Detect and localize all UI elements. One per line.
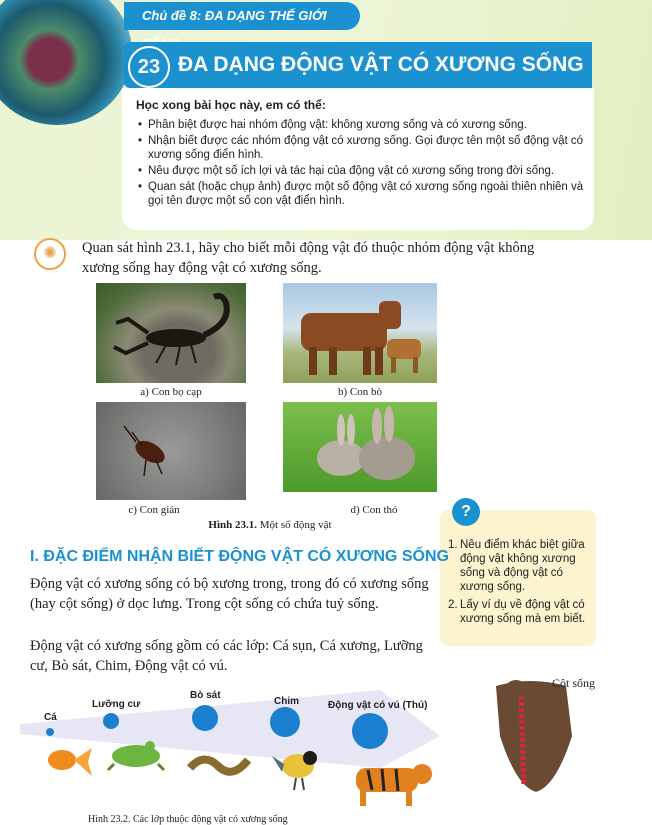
- spine-label: Cột sống: [552, 676, 596, 690]
- question-item: [448, 598, 592, 626]
- question-item: [448, 538, 592, 594]
- objectives-heading: Học xong bài học này, em có thể:: [136, 98, 326, 112]
- warmup-question: Quan sát hình 23.1, hãy cho biết mỗi động vật đó thuộc nhóm động vật không xương sống hay động vật có xương sống.: [82, 240, 535, 276]
- class-label-reptile: Bò sát: [190, 690, 221, 701]
- figure1-title: [150, 519, 390, 531]
- objectives-list: [138, 118, 588, 210]
- lightbulb-icon: ✺: [34, 238, 66, 270]
- lesson-number: 23: [128, 46, 170, 88]
- bird-picture: [268, 744, 328, 794]
- caption-cockroach: c) Con gián: [128, 504, 180, 516]
- class-label-amphibian: Lưỡng cư: [92, 699, 141, 710]
- question-list: [448, 538, 592, 630]
- objectives-box: [122, 88, 594, 230]
- class-label-mammal: Động vật có vú (Thú): [328, 700, 428, 711]
- topic-banner: [124, 2, 360, 30]
- caption-cow: b) Con bò: [338, 386, 382, 398]
- tiger-picture: [348, 756, 434, 808]
- question-number: 2.: [448, 599, 458, 611]
- cow-photo: [283, 283, 437, 383]
- class-dot-fish: [46, 728, 54, 736]
- figure1-title-rest: Một số động vật: [257, 519, 332, 531]
- caption-rabbit: d) Con thỏ: [350, 504, 398, 516]
- question-number: 1.: [448, 539, 458, 551]
- lesson-title: ĐA DẠNG ĐỘNG VẬT CÓ XƯƠNG SỐNG: [178, 53, 584, 76]
- question-text: Lấy ví dụ về động vật có xương sống mà em biết.: [460, 599, 586, 625]
- cockroach-photo: [96, 402, 246, 500]
- goldfish-picture: [44, 742, 94, 780]
- section-paragraph-2: Động vật có xương sống gồm có các lớp: Cá sụn, Cá xương, Lưỡng cư, Bò sát, Chim, Động vật có vú.: [30, 638, 423, 674]
- figure1-title-bold: Hình 23.1.: [208, 519, 258, 531]
- question-panel: [440, 510, 596, 646]
- class-dot-amphibian: [103, 713, 119, 729]
- question-mark-icon: ?: [452, 498, 480, 526]
- topic-text: Chủ đề 8: ĐA DẠNG THẾ GIỚI: [142, 8, 327, 23]
- class-dot-reptile: [192, 705, 218, 731]
- section-heading: I. ĐẶC ĐIỂM NHẬN BIẾT ĐỘNG VẬT CÓ XƯƠNG SỐNG: [30, 548, 449, 565]
- snake-picture: [186, 744, 256, 778]
- caption-scorpion: a) Con bọ cạp: [140, 386, 202, 398]
- scorpion-photo: [96, 283, 246, 383]
- spine-picture: [476, 676, 586, 796]
- objective-item: • Phân biệt được hai nhóm động vật: không xương sống và có xương sống.: [138, 118, 588, 132]
- section-paragraph-1: Động vật có xương sống có bộ xương trong, trong đó có xương sống (hay cột sống) ở dọc lưng. Trong cột sống có chứa tuỷ sống.: [30, 576, 429, 612]
- frog-picture: [106, 736, 166, 772]
- question-text: Nêu điểm khác biệt giữa động vật không xương sống và động vật có xương sống.: [460, 539, 585, 593]
- class-dot-bird: [270, 707, 300, 737]
- class-label-bird: Chim: [274, 696, 299, 707]
- objective-item: • Quan sát (hoặc chụp ảnh) được một số động vật có xương sống ngoài thiên nhiên và gọi tên được một số con vật điển hình.: [138, 180, 588, 208]
- rabbit-photo: [283, 402, 437, 492]
- class-label-fish: Cá: [44, 712, 57, 723]
- objective-item: • Nhận biết được các nhóm động vật có xương sống. Gọi được tên một số động vật có xương sống điển hình.: [138, 134, 588, 162]
- figure2-title: Hình 23.2. Các lớp thuộc động vật có xương sống: [88, 814, 288, 825]
- class-dot-mammal: [352, 713, 388, 749]
- objective-item: • Nêu được một số ích lợi và tác hại của động vật có xương sống trong đời sống.: [138, 164, 588, 178]
